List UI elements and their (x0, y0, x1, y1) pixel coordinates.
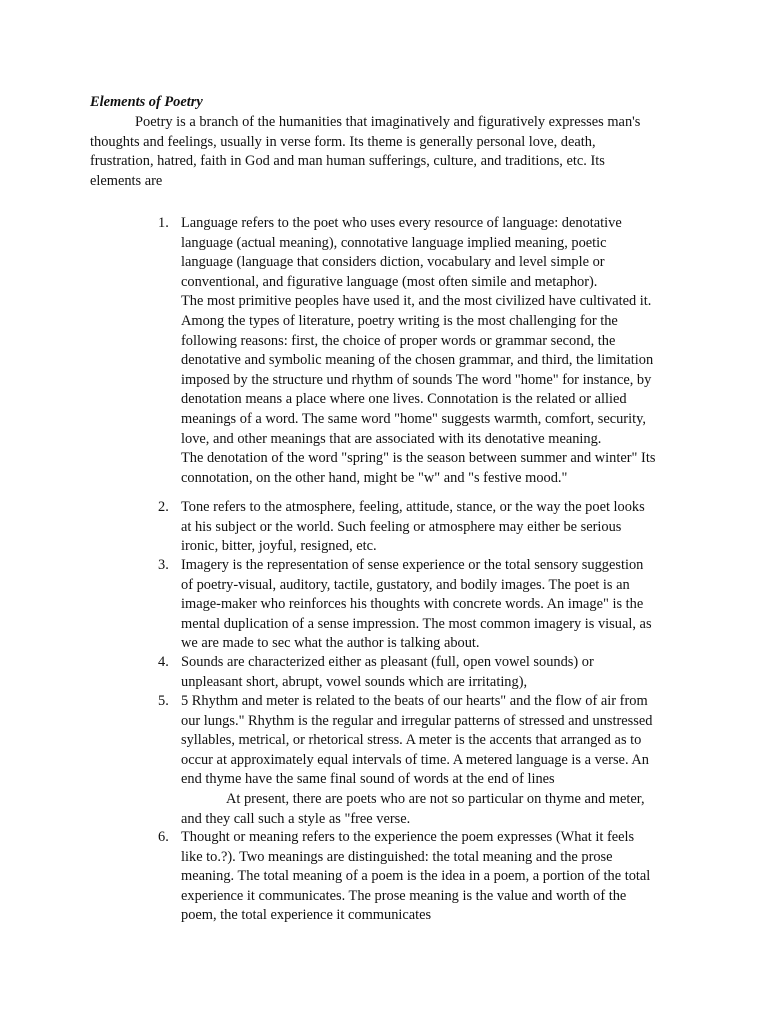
list-item-line: ironic, bitter, joyful, resigned, etc. (181, 538, 377, 555)
list-item-line: syllables, metrical, or rhetorical stress. A meter is the accents that arranged as to (181, 732, 642, 749)
list-item-line: denotation means a place where one lives. Connotation is the related or allied (181, 391, 627, 408)
list-item-line: of poetry-visual, auditory, tactile, gustatory, and bodily images. The poet is an (181, 576, 630, 593)
list-item-line: mental duplication of a sense impression. The most common imagery is visual, as (181, 615, 652, 632)
list-item-line: Sounds are characterized either as pleasant (full, open vowel sounds) or (181, 654, 594, 670)
list-item-number: 5. (158, 693, 169, 709)
list-item-line: denotative and symbolic meaning of the chosen grammar, and third, the limitation (181, 352, 654, 369)
list-item-line: The most primitive peoples have used it, and the most civilized have cultivated it. (181, 293, 652, 310)
list-item-text (181, 214, 701, 488)
list-item-line: Among the types of literature, poetry writing is the most challenging for the (181, 312, 618, 329)
list-item-number: 4. (158, 654, 169, 670)
list-item-line: poem, the total experience it communicates (181, 907, 432, 924)
list-item-line: Imagery is the representation of sense experience or the total sensory suggestion (181, 557, 644, 573)
list-item-line: Tone refers to the atmosphere, feeling, attitude, stance, or the way the poet looks (181, 499, 645, 515)
list-item-number: 6. (158, 829, 169, 845)
list-item-line: occur at approximately equal intervals of time. A metered language is a verse. An (181, 751, 649, 768)
list-item-line: At present, there are poets who are not so particular on thyme and meter, (226, 790, 645, 807)
list-item-text (181, 653, 701, 692)
list-item-text (181, 692, 701, 829)
list-item-line: at his subject or the world. Such feeling or atmosphere may either be serious (181, 518, 622, 535)
list-item-line: image-maker who reinforces his thoughts with concrete words. An image" is the (181, 596, 644, 613)
list-item-line: experience it communicates. The prose meaning is the value and worth of the (181, 887, 627, 904)
list-item-line: language (language that considers diction, vocabulary and level simple or (181, 254, 605, 271)
list-item-line: conventional, and figurative language (most often simile and metaphor). (181, 273, 598, 290)
list-item-text (181, 828, 701, 926)
list-item-text (181, 498, 701, 557)
list-item-line: language (actual meaning), connotative language implied meaning, poetic (181, 234, 607, 251)
list-item-line: meaning. The total meaning of a poem is the idea in a poem, a portion of the total (181, 868, 651, 885)
intro-line: Poetry is a branch of the humanities that imaginatively and figuratively expresses man's (135, 114, 641, 130)
list-item-line: Thought or meaning refers to the experience the poem expresses (What it feels (181, 829, 635, 845)
list-item-line: 5 Rhythm and meter is related to the beats of our hearts" and the flow of air from (181, 693, 648, 709)
list-item-line: unpleasant short, abrupt, vowel sounds which are irritating), (181, 673, 528, 690)
intro-line: elements are (90, 172, 163, 189)
list-item-number: 1. (158, 215, 169, 231)
intro-paragraph (90, 113, 680, 191)
list-item-line: following reasons: first, the choice of proper words or grammar second, the (181, 332, 616, 349)
list-item-line: like to.?). Two meanings are distinguished: the total meaning and the prose (181, 848, 613, 865)
intro-line: thoughts and feelings, usually in verse form. Its theme is generally personal love, death, (90, 133, 596, 150)
list-item-line: our lungs." Rhythm is the regular and irregular patterns of stressed and unstressed (181, 712, 653, 729)
document-title: Elements of Poetry (90, 94, 203, 110)
list-item-line: connotation, on the other hand, might be "w" and "s festive mood." (181, 469, 568, 486)
list-item-line: The denotation of the word "spring" is the season between summer and winter" Its (181, 450, 656, 467)
list-item-line: meanings of a word. The same word "home" suggests warmth, comfort, security, (181, 410, 646, 427)
list-item-number: 2. (158, 499, 169, 515)
list-item-line: and they call such a style as "free verse. (181, 810, 411, 827)
list-item-text (181, 556, 701, 654)
list-item-line: imposed by the structure und rhythm of sounds The word "home" for instance, by (181, 371, 652, 388)
list-item-line: love, and other meanings that are associated with its denotative meaning. (181, 430, 602, 447)
list-item-number: 3. (158, 557, 169, 573)
list-item-line: we are made to sec what the author is talking about. (181, 635, 480, 652)
list-item-line: Language refers to the poet who uses every resource of language: denotative (181, 215, 622, 231)
intro-line: frustration, hatred, faith in God and man human sufferings, culture, and traditions, etc. Its (90, 153, 605, 170)
list-item-line: end thyme have the same final sound of words at the end of lines (181, 771, 555, 788)
